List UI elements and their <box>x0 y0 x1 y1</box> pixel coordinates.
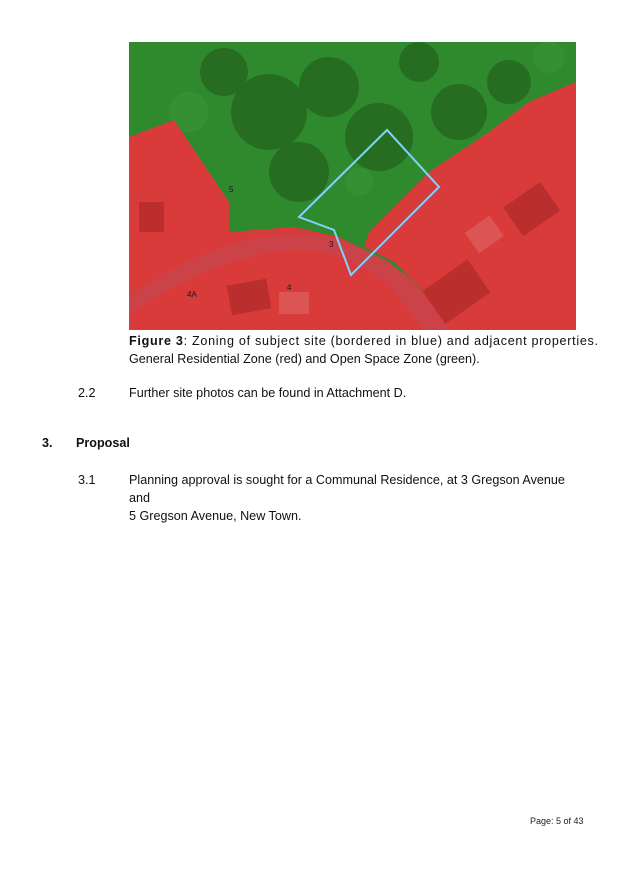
caption-text: : Zoning of subject site (bordered in blue) and adjacent properties. <box>183 334 599 348</box>
paragraph-number: 2.2 <box>78 386 96 400</box>
figure-caption <box>129 332 599 368</box>
map-label-5: 5 <box>229 185 234 194</box>
section-heading: Proposal <box>76 436 130 450</box>
map-label-3: 3 <box>329 240 334 249</box>
paragraph-text <box>129 471 589 525</box>
caption-line-1 <box>129 332 599 350</box>
section-number: 3. <box>42 436 53 450</box>
page-number: Page: 5 of 43 <box>530 816 584 826</box>
map-label-4: 4 <box>287 283 292 292</box>
paragraph-line-2: 5 Gregson Avenue, New Town. <box>129 509 302 523</box>
paragraph-line-1: Planning approval is sought for a Communal Residence, at 3 Gregson Avenue and <box>129 473 565 505</box>
caption-line-2: General Residential Zone (red) and Open Space Zone (green). <box>129 352 480 366</box>
paragraph-number: 3.1 <box>78 473 96 487</box>
figure-label: Figure 3 <box>129 334 184 348</box>
map-label-4a: 4A <box>187 290 197 299</box>
zoning-map-figure <box>129 42 576 330</box>
paragraph-text: Further site photos can be found in Attachment D. <box>129 386 407 400</box>
